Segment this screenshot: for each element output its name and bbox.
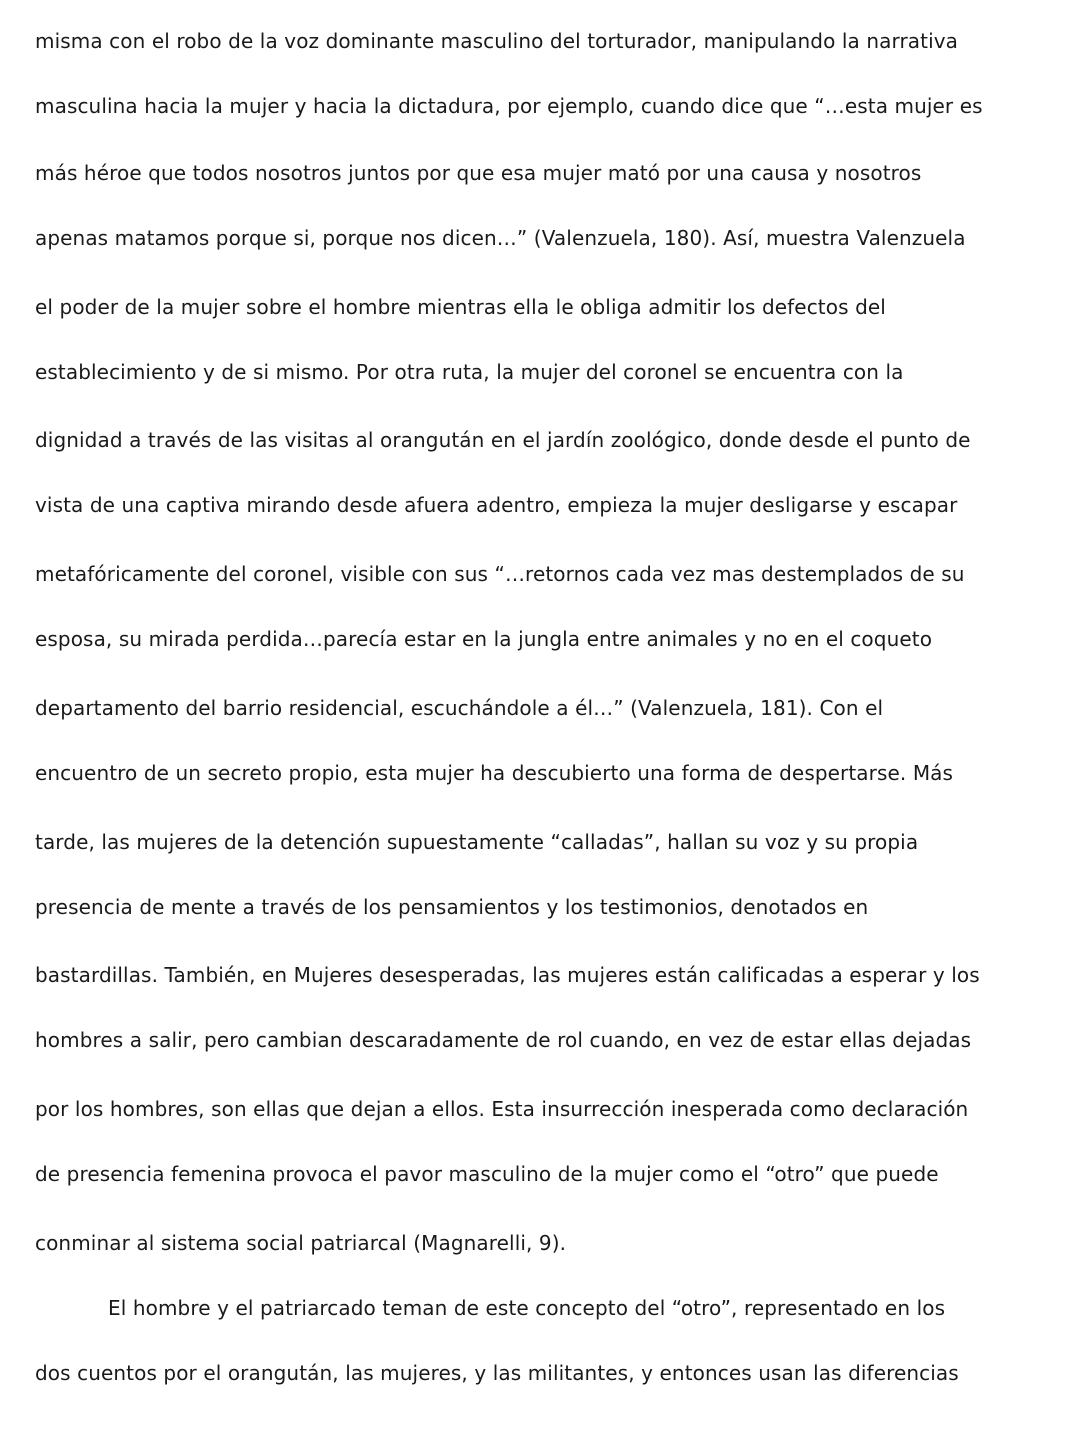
text-line-4: apenas matamos porque si, porque nos dicen…” (Valenzuela, 180). Así, muestra Valenzuela [35, 226, 966, 250]
text-line-9: metafóricamente del coronel, visible con sus “…retornos cada vez mas destemplados de su [35, 562, 965, 586]
text-line-21: dos cuentos por el orangután, las mujeres, y las militantes, y entonces usan las diferencias [35, 1361, 959, 1385]
text-line-10: esposa, su mirada perdida…parecía estar en la jungla entre animales y no en el coqueto [35, 627, 933, 651]
text-line-8: vista de una captiva mirando desde afuera adentro, empieza la mujer desligarse y escapar [35, 493, 958, 517]
text-line-16: hombres a salir, pero cambian descaradamente de rol cuando, en vez de estar ellas dejadas [35, 1028, 972, 1052]
text-line-7: dignidad a través de las visitas al orangután en el jardín zoológico, donde desde el punto de [35, 428, 971, 452]
text-line-2: masculina hacia la mujer y hacia la dictadura, por ejemplo, cuando dice que “…esta mujer es [35, 94, 983, 118]
text-line-14: presencia de mente a través de los pensamientos y los testimonios, denotados en [35, 895, 869, 919]
text-line-15: bastardillas. También, en Mujeres desesperadas, las mujeres están calificadas a esperar y los [35, 963, 980, 987]
text-line-12: encuentro de un secreto propio, esta mujer ha descubierto una forma de despertarse. Más [35, 761, 954, 785]
text-line-6: establecimiento y de si mismo. Por otra ruta, la mujer del coronel se encuentra con la [35, 360, 904, 384]
text-line-1: misma con el robo de la voz dominante masculino del torturador, manipulando la narrativa [35, 29, 959, 53]
text-line-17: por los hombres, son ellas que dejan a ellos. Esta insurrección inesperada como declaración [35, 1097, 969, 1121]
text-line-18: de presencia femenina provoca el pavor masculino de la mujer como el “otro” que puede [35, 1162, 939, 1186]
text-line-3: más héroe que todos nosotros juntos por que esa mujer mató por una causa y nosotros [35, 161, 922, 185]
text-line-11: departamento del barrio residencial, escuchándole a él…” (Valenzuela, 181). Con el [35, 696, 884, 720]
paragraph-start-line: El hombre y el patriarcado teman de este concepto del “otro”, representado en los [108, 1296, 946, 1320]
text-line-13: tarde, las mujeres de la detención supuestamente “calladas”, hallan su voz y su propia [35, 830, 919, 854]
text-line-5: el poder de la mujer sobre el hombre mientras ella le obliga admitir los defectos del [35, 295, 886, 319]
text-line-19: conminar al sistema social patriarcal (Magnarelli, 9). [35, 1231, 567, 1255]
